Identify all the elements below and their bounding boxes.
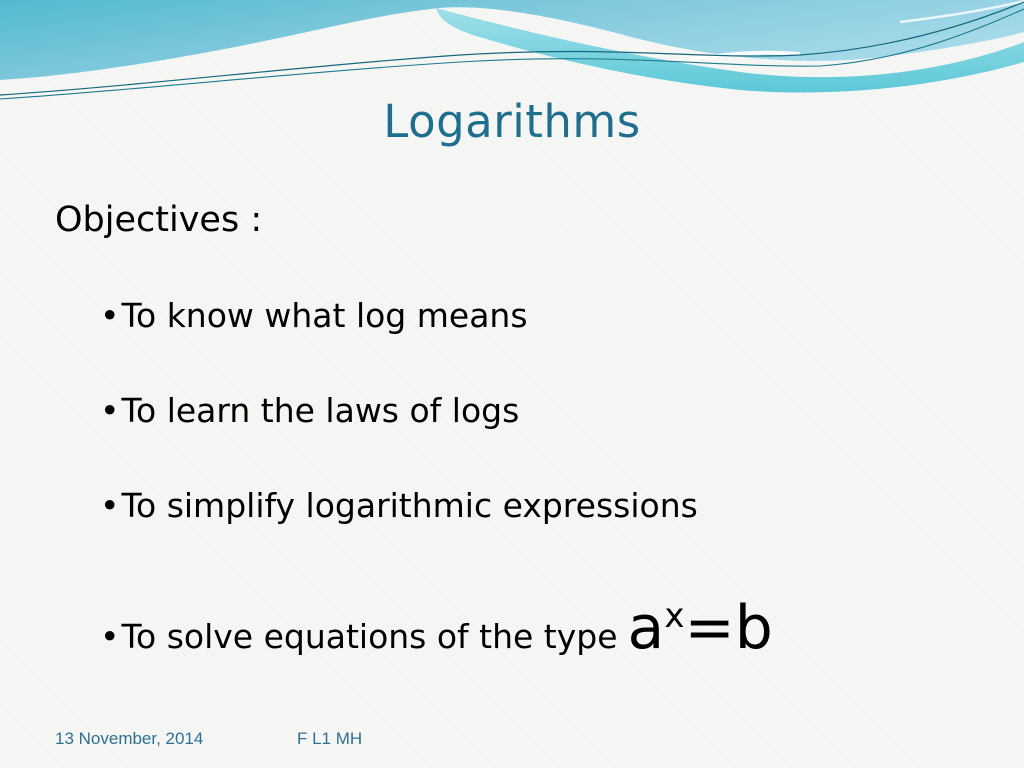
footer-code: F L1 MH bbox=[297, 729, 363, 748]
bullet-marker: • bbox=[100, 391, 120, 430]
bullet-item-1 bbox=[100, 296, 528, 335]
bullet-item-3 bbox=[100, 486, 698, 525]
objectives-heading: Objectives : bbox=[55, 200, 263, 240]
bullet-marker: • bbox=[100, 617, 120, 656]
bullet-marker: • bbox=[100, 486, 120, 525]
bullet-text: To learn the laws of logs bbox=[121, 391, 520, 430]
equation-base: a bbox=[627, 593, 665, 663]
equation-rhs: =b bbox=[684, 593, 773, 663]
equation-exponent: x bbox=[664, 595, 685, 636]
footer-date: 13 November, 2014 bbox=[55, 729, 204, 748]
bullet-marker: • bbox=[100, 296, 120, 335]
bullet-item-4 bbox=[100, 593, 773, 663]
bullet-text: To solve equations of the type bbox=[121, 617, 618, 656]
bullet-item-2 bbox=[100, 391, 519, 430]
slide-title: Logarithms bbox=[383, 95, 641, 148]
bullet-text: To simplify logarithmic expressions bbox=[121, 486, 698, 525]
equation bbox=[628, 593, 773, 663]
bullet-text: To know what log means bbox=[121, 296, 528, 335]
